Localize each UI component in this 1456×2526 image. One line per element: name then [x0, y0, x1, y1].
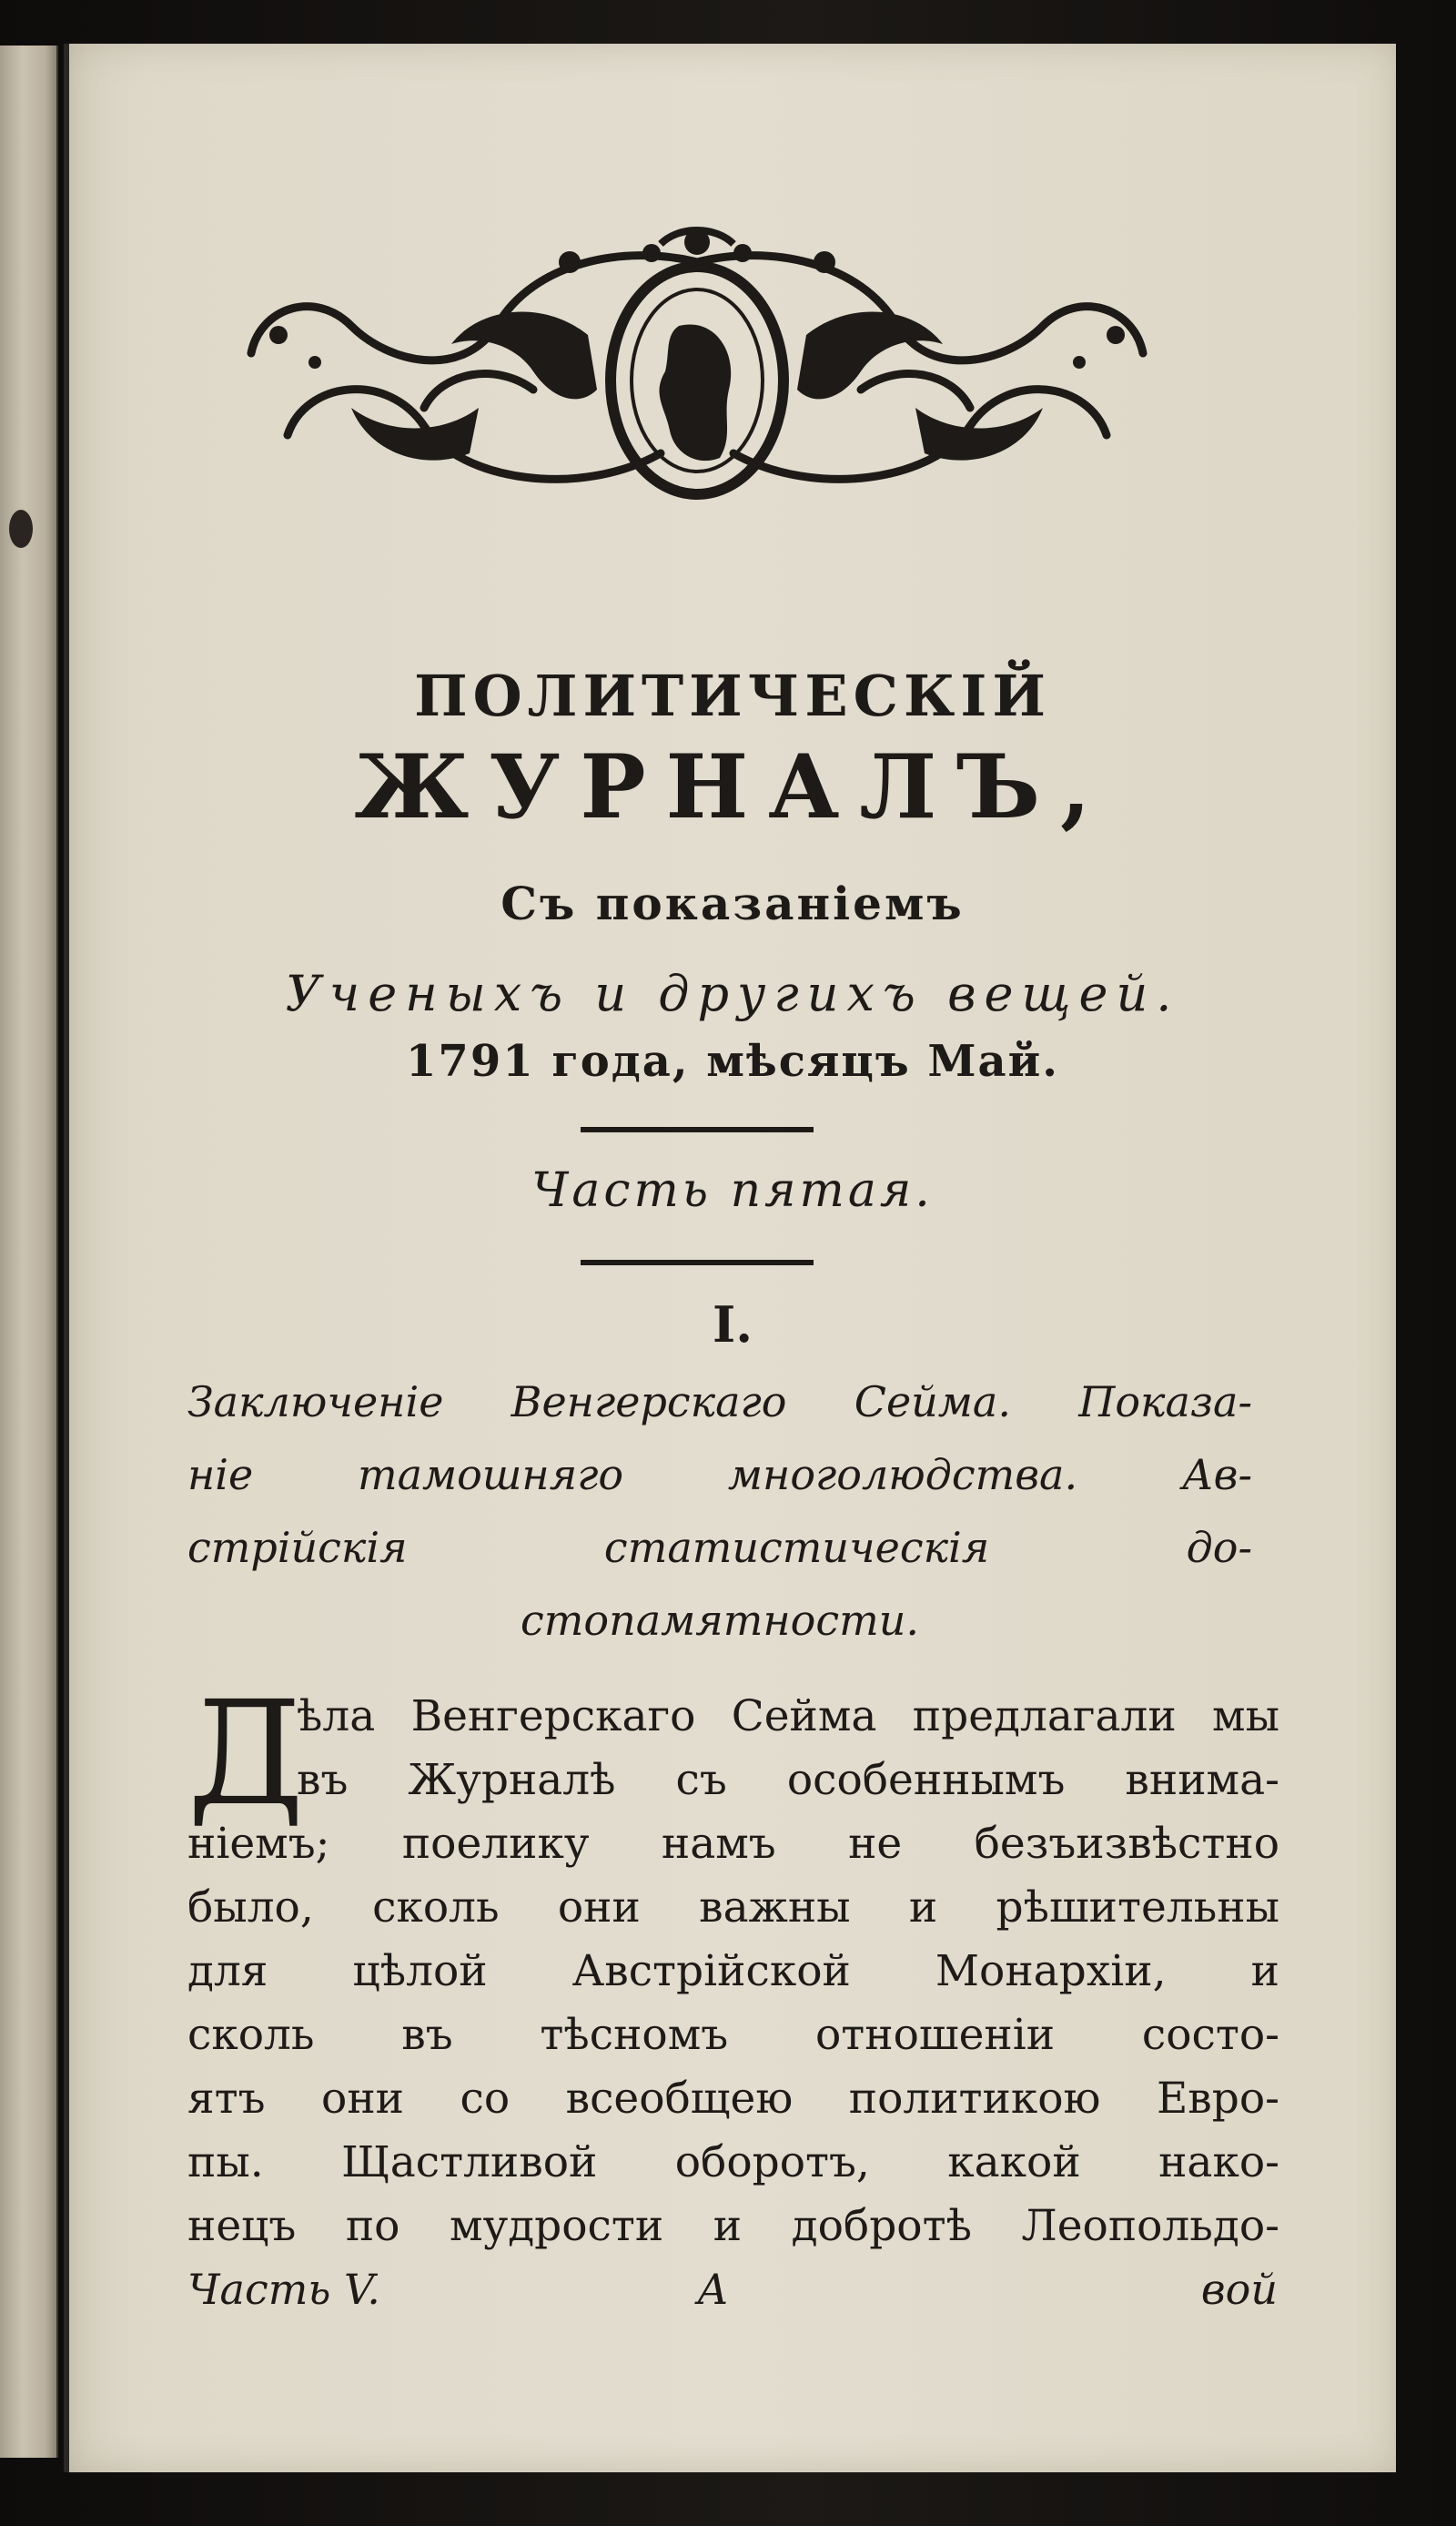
body-line: нецъ по мудрости и добротѣ Леопольдо- [187, 2201, 1279, 2251]
book-page [64, 44, 1396, 2472]
body-line: въ Журналѣ съ особеннымъ внима- [297, 1755, 1279, 1805]
previous-page-edge [0, 46, 58, 2458]
body-line: для цѣлой Австрійской Монархіи, и [187, 1946, 1279, 1996]
summary-line: стопамятности. [521, 1596, 919, 1645]
summary-line: Заключеніе Венгерскаго Сейма. Показа- [187, 1377, 1252, 1426]
drop-cap: Д [187, 1670, 305, 1838]
signature-mark: А [697, 2265, 729, 2314]
summary-line: ніе тамошняго многолюдства. Ав- [187, 1450, 1252, 1499]
body-line: ніемъ; поелику намъ не безъизвѣстно [187, 1819, 1279, 1869]
part-heading: Часть пятая. [531, 1163, 934, 1218]
catchword: вой [1200, 2265, 1278, 2314]
divider-rule [581, 1127, 814, 1132]
headpiece-ornament [224, 226, 1170, 517]
subtitle: Съ показаніемъ [500, 877, 965, 930]
body-line: пы. Щастливой оборотъ, какой нако- [187, 2137, 1279, 2187]
title-line-2: ЖУРНАЛЪ, [354, 735, 1111, 838]
subtitle-italic: Ученыхъ и другихъ вещей. [285, 965, 1180, 1022]
divider-rule [581, 1260, 814, 1265]
ink-spot [9, 510, 33, 548]
body-line: ятъ они со всеобщею политикою Евро- [187, 2074, 1279, 2124]
body-line: было, сколь они важны и рѣшительны [187, 1882, 1279, 1933]
body-line: сколь въ тѣсномъ отношеніи состо- [187, 2010, 1279, 2060]
part-mark: Часть V. [187, 2265, 380, 2314]
title-line-1: ПОЛИТИЧЕСКІЙ [414, 663, 1051, 729]
body-line: ѣла Венгерскаго Сейма предлагали мы [297, 1691, 1279, 1741]
date-line: 1791 года, мѣсяцъ Май. [406, 1036, 1059, 1087]
summary-line: стрійскія статистическія до- [187, 1523, 1252, 1572]
section-number: I. [712, 1295, 753, 1354]
